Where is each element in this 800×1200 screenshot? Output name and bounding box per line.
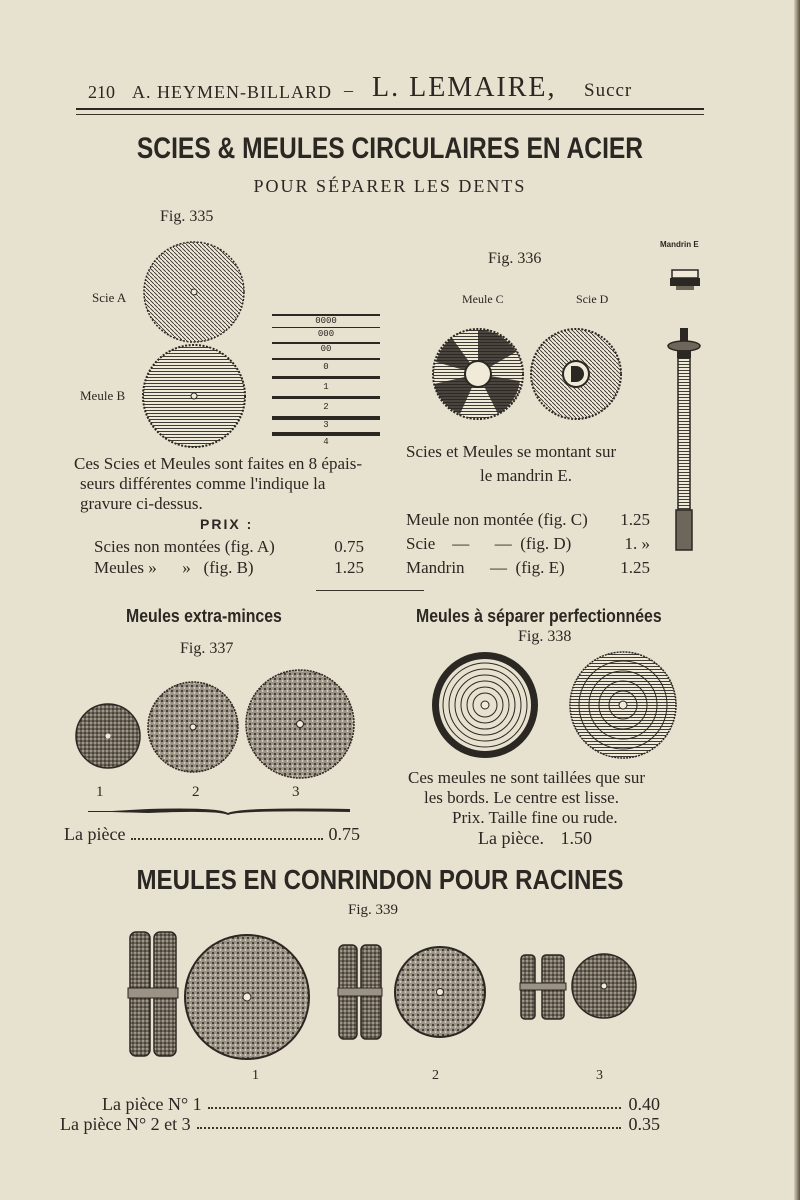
- page-edge: [794, 0, 800, 1200]
- fig335-price-list: [94, 536, 364, 578]
- description-line: les bords. Le centre est lisse.: [424, 788, 619, 807]
- successor-abbrev: Succr: [584, 80, 633, 101]
- description-line: Prix. Taille fine ou rude.: [452, 808, 618, 827]
- price-row: [406, 532, 650, 556]
- publisher-name: A. HEYMEN-BILLARD: [132, 82, 332, 102]
- leader-dots: [131, 838, 322, 840]
- price-item: Meules » » (fig. B): [94, 558, 254, 577]
- description-line: Ces meules ne sont taillées que sur: [408, 768, 646, 787]
- thickness-label: 3: [323, 420, 329, 430]
- price-value: 0.75: [334, 537, 364, 556]
- thickness-profile: [88, 806, 350, 816]
- fig336-label: Fig. 336: [488, 250, 542, 267]
- price-value: 0.40: [628, 1094, 660, 1114]
- perfected-wheel-2-illustration: [568, 650, 678, 760]
- price-row: [406, 508, 650, 532]
- fig338-label: Fig. 338: [518, 628, 572, 645]
- price-row: [94, 557, 364, 578]
- corundum-profile-2-illustration: [336, 942, 386, 1042]
- corundum-profile-3-illustration: [518, 952, 570, 1022]
- corundum-wheel-2-illustration: [392, 944, 488, 1040]
- price-value: 0.35: [628, 1114, 660, 1134]
- fig335-label: Fig. 335: [160, 208, 214, 225]
- price-value: 1.25: [620, 510, 650, 529]
- fig337-label: Fig. 337: [180, 640, 234, 657]
- wheel-number: 1: [96, 784, 104, 800]
- section-title: SCIES & MEULES CIRCULAIRES EN ACIER: [136, 132, 644, 165]
- header-rule-bottom: [76, 114, 704, 115]
- price-item: La pièce N° 2 et 3: [60, 1114, 191, 1134]
- fig337-price-row: [64, 824, 360, 845]
- wheel-number: 2: [432, 1068, 439, 1083]
- mandrin-e-label: Mandrin E: [660, 240, 699, 249]
- successor-name: L. LEMAIRE,: [372, 72, 557, 103]
- description-line: seurs différentes comme l'indique la: [80, 474, 326, 493]
- fig339-label: Fig. 339: [348, 902, 399, 918]
- price-item: Meule non montée (fig. C): [406, 510, 588, 529]
- thickness-label: 0000: [315, 316, 337, 326]
- thin-wheel-1-illustration: [74, 702, 142, 770]
- price-value: 0.75: [328, 824, 360, 844]
- corundum-wheel-3-illustration: [570, 952, 638, 1020]
- wheel-number: 2: [192, 784, 200, 800]
- thin-wheel-3-illustration: [244, 668, 356, 780]
- description-line: Scies et Meules se montant sur: [406, 442, 617, 461]
- section-divider: [316, 590, 424, 591]
- price-value: 1. »: [624, 534, 650, 553]
- description-line: le mandrin E.: [479, 466, 573, 485]
- price-row: [94, 536, 364, 557]
- price-row: [60, 1094, 660, 1114]
- fig336-price-list: [406, 508, 650, 580]
- leader-dots: [208, 1107, 621, 1109]
- header-dash: –: [344, 80, 353, 100]
- price-item: La pièce.: [478, 828, 544, 848]
- thickness-label: 4: [323, 437, 329, 447]
- mandrel-e-illustration: [664, 264, 708, 554]
- price-value: 1.25: [620, 558, 650, 577]
- price-value: 1.50: [560, 828, 592, 848]
- description-line: gravure ci-dessus.: [80, 494, 203, 513]
- price-row: [60, 1114, 660, 1134]
- page-number: 210: [88, 82, 115, 102]
- price-item: Mandrin — (fig. E): [406, 558, 565, 577]
- fig338-heading: Meules à séparer perfectionnées: [416, 606, 662, 626]
- fig338-description: [408, 768, 708, 828]
- leader-dots: [197, 1127, 621, 1129]
- mounted-wheel-c-illustration: [430, 326, 526, 422]
- price-item: La pièce: [64, 824, 126, 844]
- fig338-price-row: [478, 828, 592, 849]
- section-subtitle: POUR SÉPARER LES DENTS: [253, 176, 527, 196]
- price-row: [406, 556, 650, 580]
- wheel-number: 3: [596, 1068, 603, 1083]
- wheel-number: 1: [252, 1068, 259, 1083]
- scie-a-label: Scie A: [92, 290, 127, 305]
- meule-b-label: Meule B: [80, 388, 126, 403]
- thin-wheel-2-illustration: [146, 680, 240, 774]
- price-item: La pièce N° 1: [102, 1094, 202, 1114]
- fig335-description: [74, 454, 394, 514]
- prix-label: PRIX :: [200, 516, 254, 532]
- price-value: 1.25: [334, 558, 364, 577]
- perfected-wheel-1-illustration: [430, 650, 540, 760]
- header-rule-top: [76, 108, 704, 110]
- saw-a-illustration: [138, 236, 250, 348]
- section2-price-list: [60, 1094, 660, 1134]
- thickness-label: 00: [320, 344, 332, 354]
- thickness-label: 1: [323, 382, 329, 392]
- price-item: Scie — — (fig. D): [406, 534, 572, 553]
- grinding-wheel-b-illustration: [138, 340, 250, 452]
- thickness-scale: [272, 314, 380, 447]
- fig337-heading: Meules extra-minces: [126, 606, 282, 626]
- thickness-label: 2: [323, 402, 329, 412]
- price-item: Scies non montées (fig. A): [94, 537, 275, 556]
- mounted-saw-d-illustration: [528, 326, 624, 422]
- section2-title: MEULES EN CONRINDON POUR RACINES: [136, 864, 624, 895]
- thickness-label: 0: [323, 362, 329, 372]
- scie-d-label: Scie D: [576, 292, 609, 306]
- wheel-number: 3: [292, 784, 300, 800]
- description-line: Ces Scies et Meules sont faites en 8 épais-: [74, 454, 362, 473]
- corundum-wheel-1-illustration: [182, 932, 312, 1062]
- fig336-description: [406, 440, 656, 488]
- corundum-profile-1-illustration: [126, 928, 182, 1060]
- meule-c-label: Meule C: [462, 292, 504, 306]
- thickness-label: 000: [317, 329, 335, 339]
